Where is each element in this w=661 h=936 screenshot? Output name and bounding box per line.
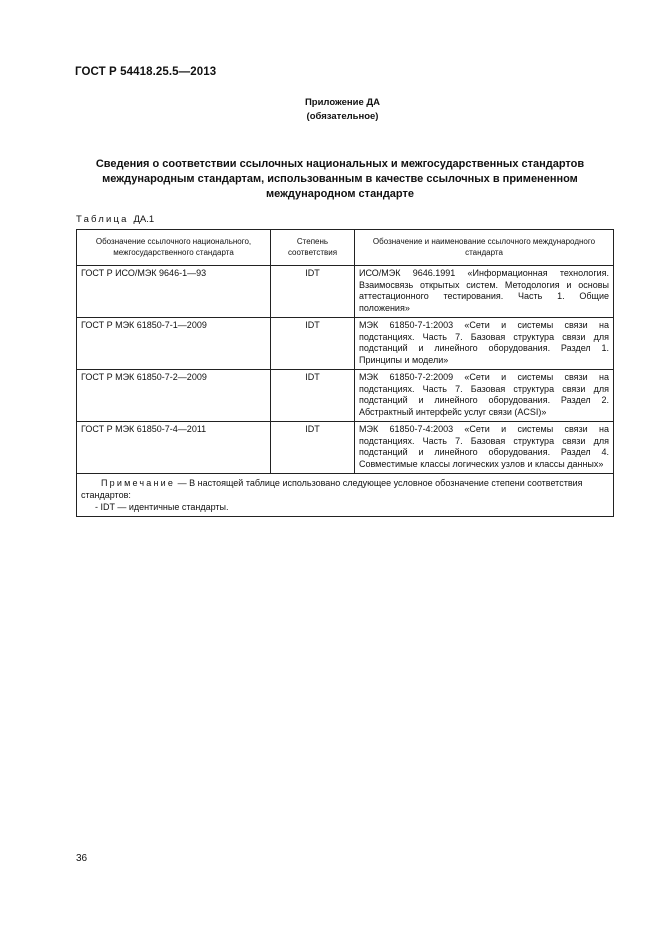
table-label-prefix: Таблица	[76, 214, 129, 225]
table-row	[77, 318, 614, 370]
page-number: 36	[76, 853, 88, 864]
appendix-title: Приложение ДА	[304, 97, 381, 108]
cell-national: ГОСТ Р МЭК 61850-7-2—2009	[77, 370, 271, 422]
note-label: Примечание	[101, 478, 176, 488]
table-row	[77, 422, 614, 474]
cell-international: МЭК 61850-7-1:2003 «Сети и системы связи на подстанциях. Часть 7. Базовая структура связи для подстанций и линейного оборудования. Раздел 1. Принципы и модели»	[355, 318, 614, 370]
note-text: — В настоящей таблице использовано следующее условное обозначение степени соответствия стандартов:	[81, 478, 583, 500]
cell-national: ГОСТ Р ИСО/МЭК 9646-1—93	[77, 266, 271, 318]
table-note	[77, 474, 614, 517]
table-row	[77, 370, 614, 422]
document-title	[90, 157, 590, 202]
document-title-line-3: международном стандарте	[265, 188, 415, 200]
cell-international: ИСО/МЭК 9646.1991 «Информационная технология. Взаимосвязь открытых систем. Методология и основы аттестационного тестирования. Часть 1. Общие положения»	[355, 266, 614, 318]
cell-degree: IDT	[271, 266, 355, 318]
table-label-number: ДА.1	[133, 214, 155, 225]
table-label	[76, 214, 154, 225]
cell-degree: IDT	[271, 318, 355, 370]
cell-degree: IDT	[271, 370, 355, 422]
cell-national: ГОСТ Р МЭК 61850-7-4—2011	[77, 422, 271, 474]
document-title-line-2: международным стандартам, использованным в качестве ссылочных в примененном	[102, 173, 578, 185]
header-degree: Степень соответствия	[271, 230, 355, 266]
header-national-standard: Обозначение ссылочного национального, межгосударственного стандарта	[77, 230, 271, 266]
standards-table	[76, 229, 614, 517]
note-list-item: - IDT — идентичные стандарты.	[95, 502, 229, 512]
cell-international: МЭК 61850-7-4:2003 «Сети и системы связи на подстанциях. Часть 7. Базовая структура связи для подстанций и линейного оборудования. Раздел 4. Совместимые классы логических узлов и классы данных»	[355, 422, 614, 474]
note-paragraph	[81, 477, 609, 501]
table-header-row	[77, 230, 614, 266]
table-note-row	[77, 474, 614, 517]
document-code: ГОСТ Р 54418.25.5—2013	[75, 66, 217, 78]
header-international-standard: Обозначение и наименование ссылочного международного стандарта	[355, 230, 614, 266]
cell-degree: IDT	[271, 422, 355, 474]
document-title-line-1: Сведения о соответствии ссылочных национальных и межгосударственных стандартов	[95, 158, 585, 170]
cell-international: МЭК 61850-7-2:2009 «Сети и системы связи на подстанциях. Часть 7. Базовая структура связи для подстанций и линейного оборудования. Раздел 2. Абстрактный интерфейс услуг связи (ACSI)»	[355, 370, 614, 422]
appendix-status: (обязательное)	[306, 111, 379, 122]
table-row	[77, 266, 614, 318]
cell-national: ГОСТ Р МЭК 61850-7-1—2009	[77, 318, 271, 370]
